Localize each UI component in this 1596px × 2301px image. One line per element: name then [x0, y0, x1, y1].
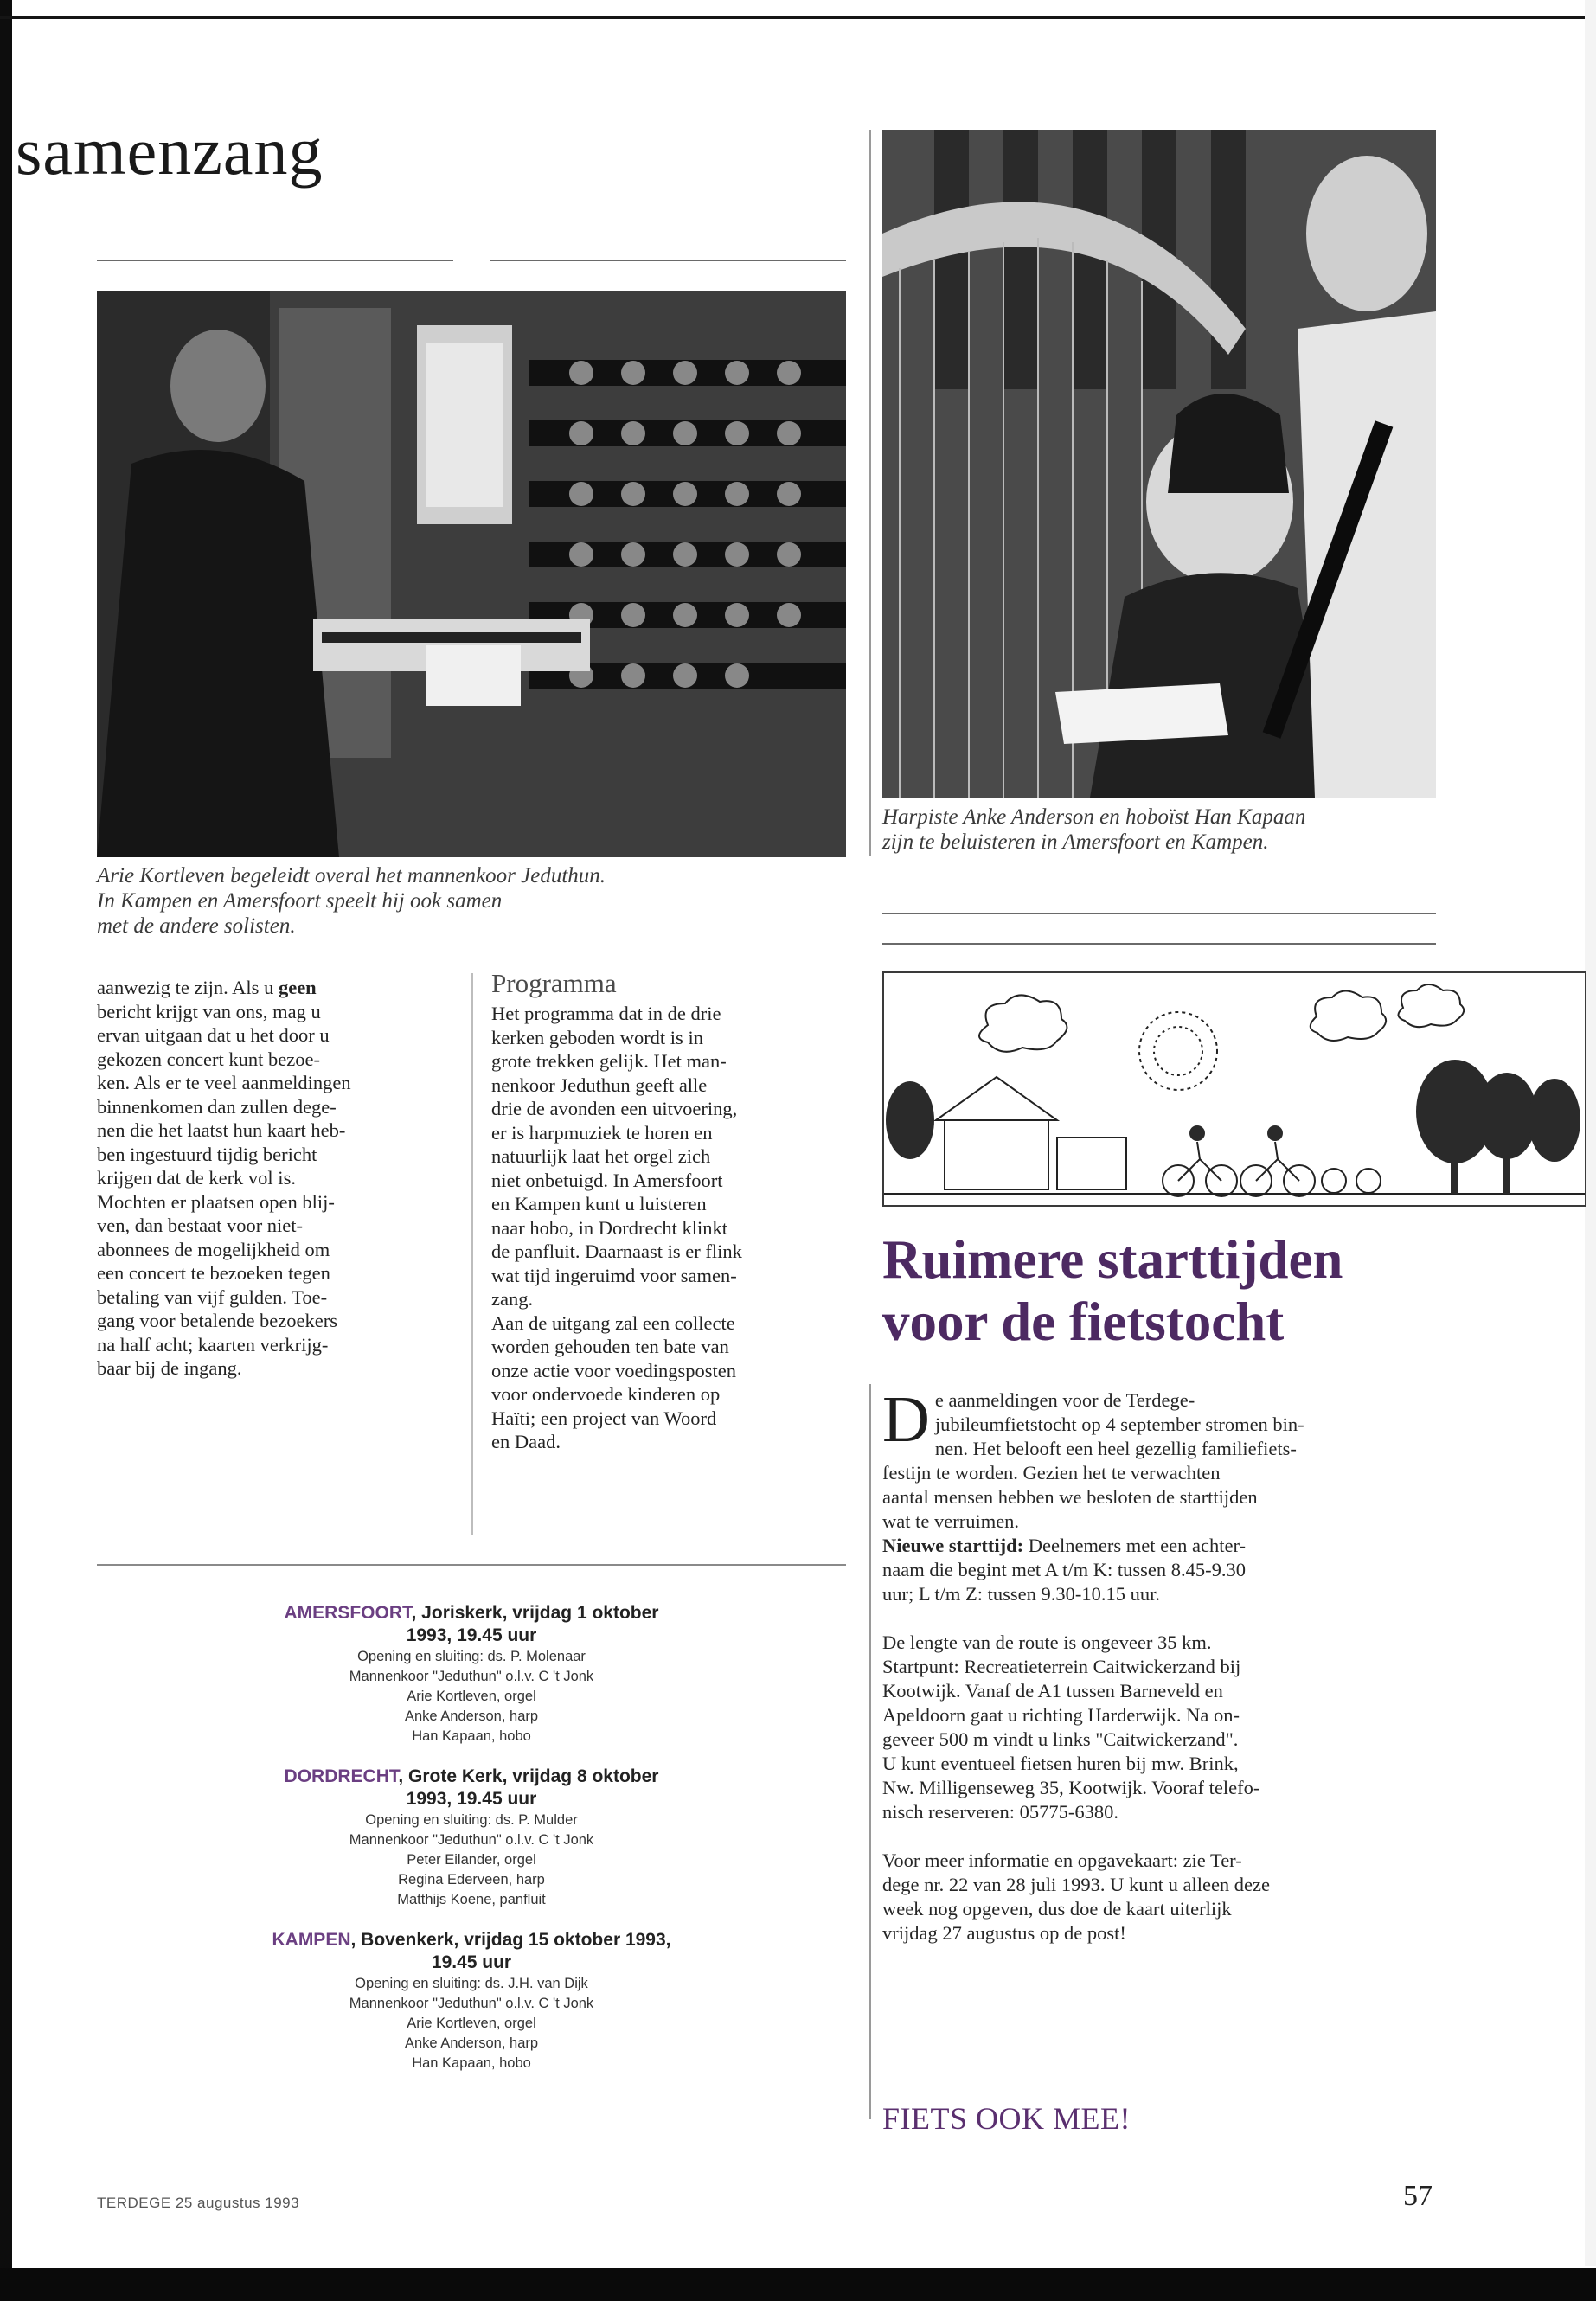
- article-divider: [869, 1384, 871, 2119]
- concert-time: 19.45 uur: [431, 1952, 512, 1972]
- concert-schedule: [208, 1602, 735, 2093]
- text-line: gang voor betalende bezoekers: [97, 1310, 337, 1331]
- article-paragraph-1: [882, 1383, 1445, 1606]
- caption-line: Harpiste Anke Anderson en hoboïst Han Kapaan: [882, 805, 1306, 829]
- text-line: Het programma dat in de drie: [491, 1003, 721, 1024]
- text-line: de panfluit. Daarnaast is er flink: [491, 1240, 742, 1262]
- text-line: binnenkomen dan zullen dege-: [97, 1095, 337, 1118]
- concert-kampen: [208, 1929, 735, 2073]
- text-line: na half acht; kaarten verkrijg-: [97, 1333, 329, 1356]
- text-line: krijgen dat de kerk vol is.: [97, 1167, 296, 1189]
- text-line: Kootwijk. Vanaf de A1 tussen Barneveld en: [882, 1680, 1223, 1702]
- text-line: een concert te bezoeken tegen: [97, 1262, 330, 1284]
- concert-heading-rest: , Joriskerk, vrijdag 1 oktober: [411, 1603, 659, 1623]
- page-top-rule: [0, 16, 1596, 19]
- headline-line: voor de fietstocht: [882, 1292, 1285, 1352]
- photo-organist-caption: [97, 863, 846, 939]
- text-line: baar bij de ingang.: [97, 1357, 242, 1379]
- concert-heading: [208, 1929, 735, 1952]
- text-line: naam die begint met A t/m K: tussen 8.45-9.30: [882, 1559, 1246, 1580]
- concert-heading-rest: , Grote Kerk, vrijdag 8 oktober: [398, 1766, 659, 1786]
- concert-heading: [208, 1602, 735, 1625]
- text-line: onze actie voor voedingsposten: [491, 1359, 737, 1381]
- cycling-scene-icon: [884, 973, 1585, 1205]
- text-column-divider: [471, 973, 473, 1535]
- concert-heading-rest: , Bovenkerk, vrijdag 15 oktober 1993,: [350, 1930, 671, 1950]
- concert-line: Regina Ederveen, harp: [398, 1872, 545, 1888]
- caption-line: In Kampen en Amersfoort speelt hij ook samen: [97, 889, 503, 913]
- section-title: samenzang: [16, 113, 324, 189]
- text-line: nenkoor Jeduthun geeft alle: [491, 1074, 708, 1096]
- caption-line: met de andere solisten.: [97, 914, 296, 938]
- concert-time: 1993, 19.45 uur: [406, 1789, 537, 1809]
- text-line: ven, dan bestaat voor niet-: [97, 1215, 304, 1236]
- concert-line: Anke Anderson, harp: [404, 1708, 539, 1724]
- text-line: nen die het laatst hun kaart heb-: [97, 1119, 346, 1141]
- concert-heading: [208, 1766, 735, 1788]
- page-number: 57: [1403, 2180, 1433, 2212]
- text-emphasis: Nieuwe starttijd:: [882, 1535, 1024, 1556]
- text-line: voor ondervoede kinderen op: [491, 1383, 721, 1405]
- fiets-ook-mee-slogan: FIETS OOK MEE!: [882, 2101, 1131, 2136]
- title-rule-left: [97, 260, 453, 261]
- concert-line: Opening en sluiting: ds. J.H. van Dijk: [355, 1976, 588, 1991]
- text-line: ken. Als er te veel aanmeldingen: [97, 1072, 351, 1093]
- text-line: jubileumfietstocht op 4 september stromen bin-: [934, 1413, 1304, 1435]
- text-line: dege nr. 22 van 28 juli 1993. U kunt u alleen deze: [882, 1874, 1271, 1895]
- text-line: wat tijd ingeruimd voor samen-: [491, 1264, 737, 1286]
- text-line: Apeldoorn gaat u richting Harderwijk. Na on-: [882, 1704, 1240, 1726]
- text-line: vrijdag 27 augustus op de post!: [882, 1922, 1126, 1944]
- text-line: aantal mensen hebben we besloten de starttijden: [882, 1486, 1258, 1508]
- article-body: [882, 1383, 1445, 1970]
- article-headline: [882, 1228, 1574, 1353]
- concert-list-rule: [97, 1564, 846, 1566]
- text-line: natuurlijk laat het orgel zich: [491, 1145, 711, 1167]
- text-line: naar hobo, in Dordrecht klinkt: [491, 1216, 728, 1239]
- concert-line: Anke Anderson, harp: [404, 2035, 539, 2051]
- text-line: en Kampen kunt u luisteren: [491, 1193, 707, 1215]
- text-line: drie de avonden een uitvoering,: [491, 1098, 738, 1119]
- text-line: bericht krijgt van ons, mag u: [97, 1000, 321, 1022]
- text-line: er is harpmuziek te horen en: [491, 1121, 713, 1144]
- cycling-illustration: [882, 971, 1586, 1207]
- text-line: wat te verruimen.: [882, 1510, 1020, 1532]
- text-emphasis: geen: [278, 977, 317, 998]
- concert-line: Mannenkoor "Jeduthun" o.l.v. C 't Jonk: [349, 1669, 594, 1684]
- photo-harp-oboe: [882, 130, 1436, 798]
- article-paragraph-2: [882, 1631, 1445, 1824]
- text-line: Startpunt: Recreatieterrein Caitwickerzand bij: [882, 1656, 1241, 1677]
- concert-city: AMERSFOORT: [284, 1603, 412, 1623]
- text-line: niet onbetuigd. In Amersfoort: [491, 1169, 723, 1191]
- concert-time: 1993, 19.45 uur: [406, 1625, 537, 1645]
- text-line: Haïti; een project van Woord: [491, 1407, 717, 1429]
- text-line: e aanmeldingen voor de Terdege-: [934, 1389, 1195, 1411]
- concert-line: Matthijs Koene, panfluit: [397, 1892, 546, 1907]
- article-paragraph-3: [882, 1849, 1445, 1945]
- text-line: nen. Het belooft een heel gezellig familiefiets-: [934, 1438, 1297, 1459]
- programma-heading: Programma: [491, 968, 617, 998]
- concert-city: KAMPEN: [272, 1930, 351, 1950]
- text-line: en Daad.: [491, 1431, 561, 1452]
- concert-line: Mannenkoor "Jeduthun" o.l.v. C 't Jonk: [349, 1996, 594, 2011]
- concert-city: DORDRECHT: [284, 1766, 399, 1786]
- text-line: De lengte van de route is ongeveer 35 km.: [882, 1631, 1212, 1653]
- concert-line: Mannenkoor "Jeduthun" o.l.v. C 't Jonk: [349, 1832, 594, 1848]
- page-bottom-bar: [0, 2268, 1596, 2301]
- caption-line: zijn te beluisteren in Amersfoort en Kampen.: [882, 830, 1269, 854]
- text-line: Aan de uitgang zal een collecte: [491, 1311, 735, 1334]
- page-edge-left: [0, 0, 12, 2301]
- text-line: gekozen concert kunt bezoe-: [97, 1048, 320, 1070]
- text-line: grote trekken gelijk. Het man-: [491, 1050, 727, 1072]
- concert-line: Han Kapaan, hobo: [412, 2055, 531, 2071]
- rule-right-2: [882, 943, 1436, 945]
- concert-line: Opening en sluiting: ds. P. Molenaar: [357, 1649, 586, 1664]
- concert-line: Arie Kortleven, orgel: [407, 2016, 536, 2031]
- column-divider: [869, 130, 871, 856]
- photo-organist: [97, 291, 846, 857]
- text-line: geveer 500 m vindt u links "Caitwickerzand".: [882, 1728, 1239, 1750]
- photo-harp-caption: [882, 804, 1436, 855]
- body-column-2: [491, 1002, 855, 1454]
- caption-line: Arie Kortleven begeleidt overal het mannenkoor Jeduthun.: [97, 864, 606, 888]
- text-line: Mochten er plaatsen open blij-: [97, 1190, 335, 1213]
- concert-line: Peter Eilander, orgel: [407, 1852, 536, 1868]
- text-line: uur; L t/m Z: tussen 9.30-10.15 uur.: [882, 1583, 1161, 1605]
- concert-dordrecht: [208, 1766, 735, 1910]
- body-column-1: [97, 976, 460, 1381]
- text-line: Deelnemers met een achter-: [1023, 1535, 1246, 1556]
- text-line: Voor meer informatie en opgavekaart: zie Ter-: [882, 1849, 1242, 1871]
- title-rule-right: [490, 260, 846, 261]
- concert-line: Han Kapaan, hobo: [412, 1728, 531, 1744]
- text-line: [97, 976, 460, 1000]
- text-line: festijn te worden. Gezien het te verwachten: [882, 1462, 1221, 1484]
- text-line: betaling van vijf gulden. Toe-: [97, 1285, 328, 1308]
- rule-right-1: [882, 913, 1436, 914]
- text-line: week nog opgeven, dus doe de kaart uiterlijk: [882, 1898, 1232, 1920]
- drop-cap: D: [882, 1383, 930, 1456]
- text-line: nisch reserveren: 05775-6380.: [882, 1801, 1119, 1823]
- concert-line: Opening en sluiting: ds. P. Mulder: [365, 1812, 578, 1828]
- text-line: worden gehouden ten bate van: [491, 1336, 729, 1357]
- text-line: Nw. Milligenseweg 35, Kootwijk. Vooraf telefo-: [882, 1777, 1260, 1798]
- text-line: kerken geboden wordt is in: [491, 1026, 703, 1048]
- text-line: zang.: [491, 1288, 534, 1310]
- text-line: U kunt eventueel fietsen huren bij mw. Brink,: [882, 1753, 1239, 1774]
- text-line-start: aanwezig te zijn. Als u: [97, 977, 274, 998]
- text-line: ben ingestuurd tijdig bericht: [97, 1143, 317, 1165]
- text-line: ervan uitgaan dat u het door u: [97, 1024, 330, 1046]
- concert-line: Arie Kortleven, orgel: [407, 1689, 536, 1704]
- footer-publication: TERDEGE 25 augustus 1993: [97, 2195, 300, 2211]
- text-line: abonnees de mogelijkheid om: [97, 1238, 330, 1260]
- concert-amersfoort: [208, 1602, 735, 1747]
- headline-line: Ruimere starttijden: [882, 1229, 1343, 1290]
